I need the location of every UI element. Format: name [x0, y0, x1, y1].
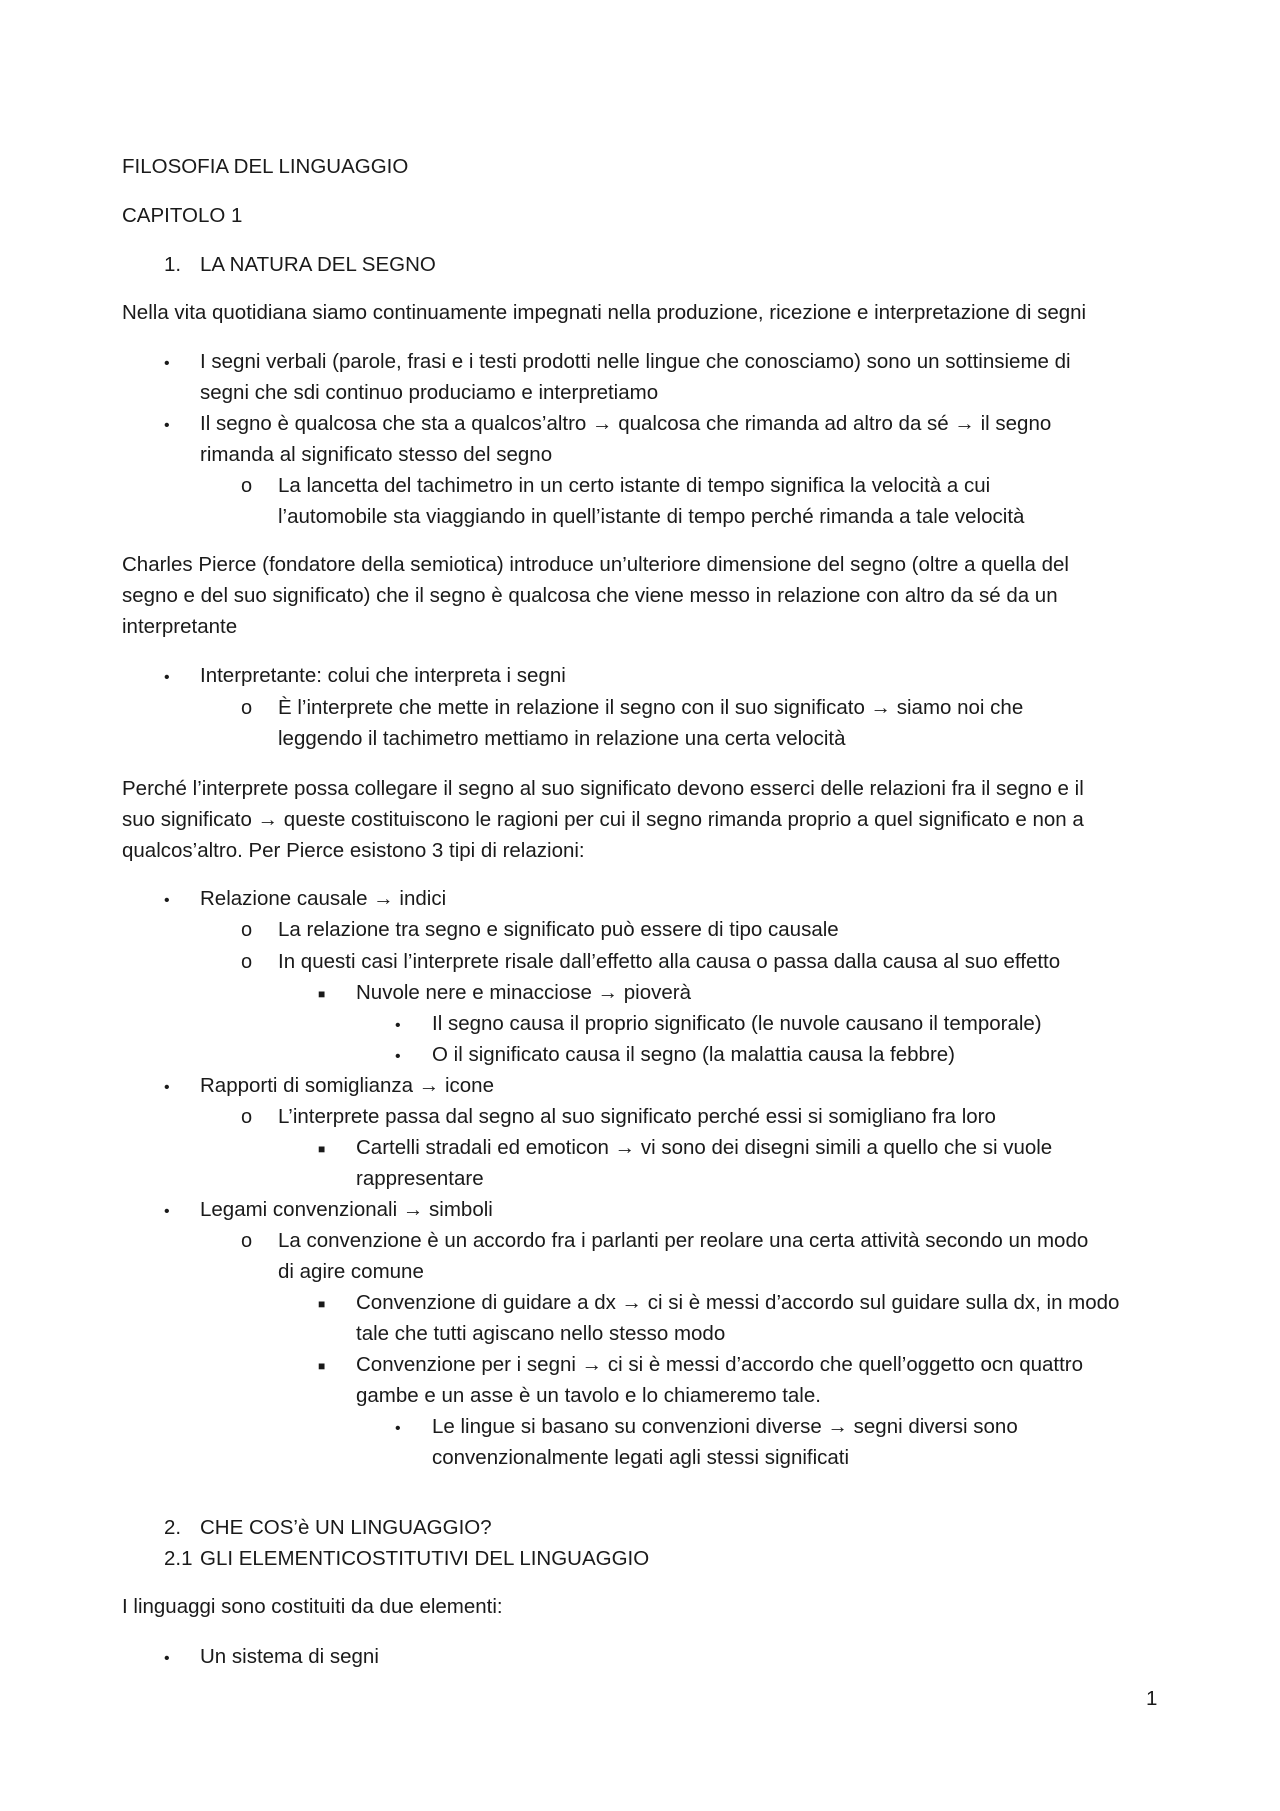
section-number: 2.	[164, 1516, 182, 1539]
bullet-disc: •	[164, 669, 170, 686]
subsection-heading: GLI ELEMENTICOSTITUTIVI DEL LINGUAGGIO	[200, 1547, 650, 1570]
section-heading: LA NATURA DEL SEGNO	[200, 253, 436, 276]
list-item-line: La relazione tra segno e significato può essere di tipo causale	[278, 918, 839, 941]
bullet-circle: o	[241, 1230, 253, 1252]
list-item-line: Convenzione di guidare a dx → ci si è messi d’accordo sul guidare sulla dx, in modo	[356, 1291, 1120, 1314]
list-item-line: tale che tutti agiscano nello stesso modo	[356, 1322, 726, 1345]
list-item-line: Il segno è qualcosa che sta a qualcos’altro → qualcosa che rimanda ad altro da sé → il segno	[200, 412, 1052, 435]
paragraph-line: segno e del suo significato) che il segno è qualcosa che viene messo in relazione con altro da sé da un	[122, 584, 1058, 607]
list-item-line: di agire comune	[278, 1260, 424, 1283]
bullet-disc: •	[164, 1650, 170, 1667]
paragraph-line: Perché l’interprete possa collegare il segno al suo significato devono esserci delle relazioni fra il segno e il	[122, 777, 1084, 800]
bullet-disc: •	[164, 1203, 170, 1220]
paragraph-line: qualcos’altro. Per Pierce esistono 3 tipi di relazioni:	[122, 839, 585, 862]
list-item-line: In questi casi l’interprete risale dall’effetto alla causa o passa dalla causa al suo effetto	[278, 950, 1061, 973]
list-item-line: Relazione causale → indici	[200, 887, 447, 910]
list-item-line: I segni verbali (parole, frasi e i testi prodotti nelle lingue che conosciamo) sono un sottinsieme di	[200, 350, 1071, 373]
bullet-disc: •	[164, 1079, 170, 1096]
section-number: 1.	[164, 253, 182, 276]
bullet-circle: o	[241, 697, 253, 719]
bullet-disc: •	[164, 355, 170, 372]
chapter-heading: CAPITOLO 1	[122, 204, 243, 227]
list-item-line: Rapporti di somiglianza → icone	[200, 1074, 494, 1097]
bullet-disc: •	[395, 1420, 401, 1437]
paragraph-line: Nella vita quotidiana siamo continuamente impegnati nella produzione, ricezione e interpretazione di segni	[122, 301, 1087, 324]
list-item-line: La convenzione è un accordo fra i parlanti per reolare una certa attività secondo un modo	[278, 1229, 1089, 1252]
list-item-line: Un sistema di segni	[200, 1645, 379, 1668]
bullet-square: ■	[318, 1359, 326, 1373]
list-item-line: Convenzione per i segni → ci si è messi d’accordo che quell’oggetto ocn quattro	[356, 1353, 1084, 1376]
list-item-line: convenzionalmente legati agli stessi significati	[432, 1446, 850, 1469]
paragraph-line: interpretante	[122, 615, 238, 638]
paragraph-line: suo significato → queste costituiscono le ragioni per cui il segno rimanda proprio a quel significato e non a	[122, 808, 1084, 831]
list-item-line: È l’interprete che mette in relazione il segno con il suo significato → siamo noi che	[278, 696, 1024, 719]
bullet-circle: o	[241, 919, 253, 941]
paragraph-line: Charles Pierce (fondatore della semiotica) introduce un’ulteriore dimensione del segno (oltre a quella del	[122, 553, 1069, 576]
list-item-line: L’interprete passa dal segno al suo significato perché essi si somigliano fra loro	[278, 1105, 996, 1128]
bullet-disc: •	[395, 1017, 401, 1034]
list-item-line: Legami convenzionali → simboli	[200, 1198, 493, 1221]
bullet-disc: •	[395, 1048, 401, 1065]
section-heading: CHE COS’è UN LINGUAGGIO?	[200, 1516, 492, 1539]
list-item-line: Le lingue si basano su convenzioni diverse → segni diversi sono	[432, 1415, 1018, 1438]
subsection-number: 2.1	[164, 1547, 193, 1570]
bullet-disc: •	[164, 417, 170, 434]
bullet-circle: o	[241, 951, 253, 973]
list-item-line: Il segno causa il proprio significato (le nuvole causano il temporale)	[432, 1012, 1042, 1035]
list-item-line: segni che sdi continuo produciamo e interpretiamo	[200, 381, 659, 404]
bullet-circle: o	[241, 1106, 253, 1128]
bullet-square: ■	[318, 987, 326, 1001]
list-item-line: rappresentare	[356, 1167, 484, 1190]
list-item-line: rimanda al significato stesso del segno	[200, 443, 553, 466]
list-item-line: Nuvole nere e minacciose → pioverà	[356, 981, 691, 1004]
paragraph-line: I linguaggi sono costituiti da due elementi:	[122, 1595, 503, 1618]
bullet-circle: o	[241, 475, 253, 497]
bullet-square: ■	[318, 1297, 326, 1311]
page-number: 1	[1146, 1687, 1158, 1710]
list-item-line: l’automobile sta viaggiando in quell’istante di tempo perché rimanda a tale velocità	[278, 505, 1025, 528]
list-item-line: Interpretante: colui che interpreta i segni	[200, 664, 566, 687]
list-item-line: Cartelli stradali ed emoticon → vi sono dei disegni simili a quello che si vuole	[356, 1136, 1053, 1159]
list-item-line: La lancetta del tachimetro in un certo istante di tempo significa la velocità a cui	[278, 474, 991, 497]
bullet-disc: •	[164, 892, 170, 909]
list-item-line: gambe e un asse è un tavolo e lo chiameremo tale.	[356, 1384, 821, 1407]
bullet-square: ■	[318, 1142, 326, 1156]
list-item-line: O il significato causa il segno (la malattia causa la febbre)	[432, 1043, 956, 1066]
list-item-line: leggendo il tachimetro mettiamo in relazione una certa velocità	[278, 727, 846, 750]
document-title: FILOSOFIA DEL LINGUAGGIO	[122, 155, 409, 178]
